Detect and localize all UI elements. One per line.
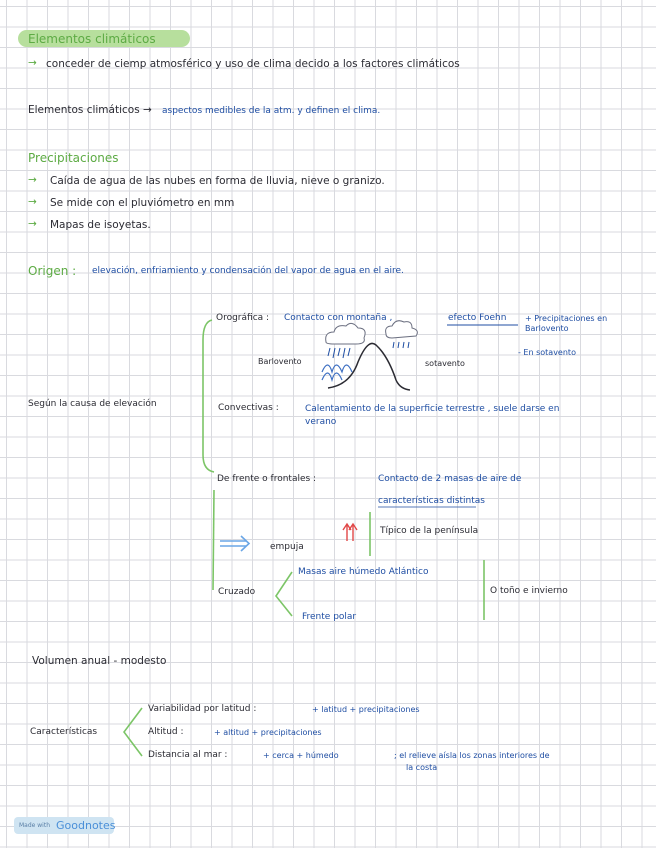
orographic-text: Contacto con montaña ,	[284, 313, 393, 323]
orographic-result-windward: + Precipitaciones en Barlovento	[525, 314, 608, 333]
typical-text: Típico de la península	[380, 526, 479, 536]
characteristics-label: Características	[30, 727, 98, 737]
goodnotes-brand: Goodnotes	[56, 819, 116, 832]
cruzado-label: Cruzado	[218, 587, 256, 597]
goodnotes-badge	[14, 817, 114, 834]
precip-arrow-icon: →	[28, 174, 37, 186]
push-label: empuja	[270, 542, 304, 552]
precip-heading: Precipitaciones	[28, 151, 119, 165]
characteristic-key: Altitud :	[148, 727, 184, 737]
origin-text: elevación, enfriamiento y condensación del vapor de agua en el aire.	[92, 266, 404, 276]
rising-air-icon	[343, 524, 357, 541]
foehn-effect: efecto Foehn	[448, 313, 507, 323]
intro-arrow-icon: →	[28, 57, 37, 69]
characteristic-note: la costa	[406, 763, 438, 772]
precip-arrow-icon: →	[28, 196, 37, 208]
orographic-result-leeward: - En sotavento	[518, 348, 576, 357]
frontal-bracket	[213, 490, 214, 590]
convective-line1: Calentamiento de la superficie terrestre , suele darse en	[305, 404, 560, 414]
characteristics-bracket	[124, 708, 142, 756]
page-title: Elementos climáticos	[28, 32, 156, 46]
convective-line2: verano	[305, 417, 337, 427]
causes-label: Según la causa de elevación	[28, 399, 157, 409]
volume-text: Volumen anual - modesto	[32, 655, 167, 667]
made-with-label: Made with	[19, 822, 50, 829]
frontal-line2: características distintas	[378, 496, 485, 506]
cruzado-bracket	[276, 572, 292, 616]
characteristic-value: + cerca + húmedo	[263, 751, 339, 760]
convective-label: Convectivas :	[218, 403, 279, 413]
push-arrow-icon	[220, 536, 249, 551]
cloud-right-icon	[386, 321, 418, 348]
precip-item: Mapas de isoyetas.	[50, 219, 151, 231]
origin-label: Origen :	[28, 264, 77, 278]
precip-item: Caída de agua de las nubes en forma de lluvia, nieve o granizo.	[50, 175, 385, 187]
frontal-label: De frente o frontales :	[217, 474, 317, 484]
characteristic-key: Variabilidad por latitud :	[148, 704, 257, 714]
characteristic-key: Distancia al mar :	[148, 750, 228, 760]
characteristic-note: ; el relieve aísla los zonas interiores de	[394, 751, 550, 760]
season-text: O toño e invierno	[490, 586, 568, 596]
intro-text: conceder de ciemp atmosférico y uso de clima decido a los factores climáticos	[46, 58, 460, 70]
orographic-label: Orográfica :	[216, 313, 270, 323]
characteristic-value: + latitud + precipitaciones	[312, 705, 420, 714]
leeward-label: sotavento	[425, 359, 465, 368]
cloud-left-icon	[326, 323, 365, 358]
rain-scribble-icon	[322, 365, 352, 380]
atlantic-mass: Masas aire húmedo Atlántico	[298, 567, 429, 577]
precip-arrow-icon: →	[28, 218, 37, 230]
windward-label: Barlovento	[258, 357, 302, 366]
definition-term: Elementos climáticos →	[28, 104, 152, 116]
characteristic-value: + altitud + precipitaciones	[214, 728, 322, 737]
frontal-line1: Contacto de 2 masas de aire de	[378, 474, 522, 484]
causes-bracket	[203, 320, 214, 472]
polar-front: Frente polar	[302, 612, 357, 622]
mountain-icon	[328, 343, 410, 390]
precip-item: Se mide con el pluviómetro en mm	[50, 197, 235, 209]
definition-text: aspectos medibles de la atm. y definen el clima.	[162, 106, 381, 116]
